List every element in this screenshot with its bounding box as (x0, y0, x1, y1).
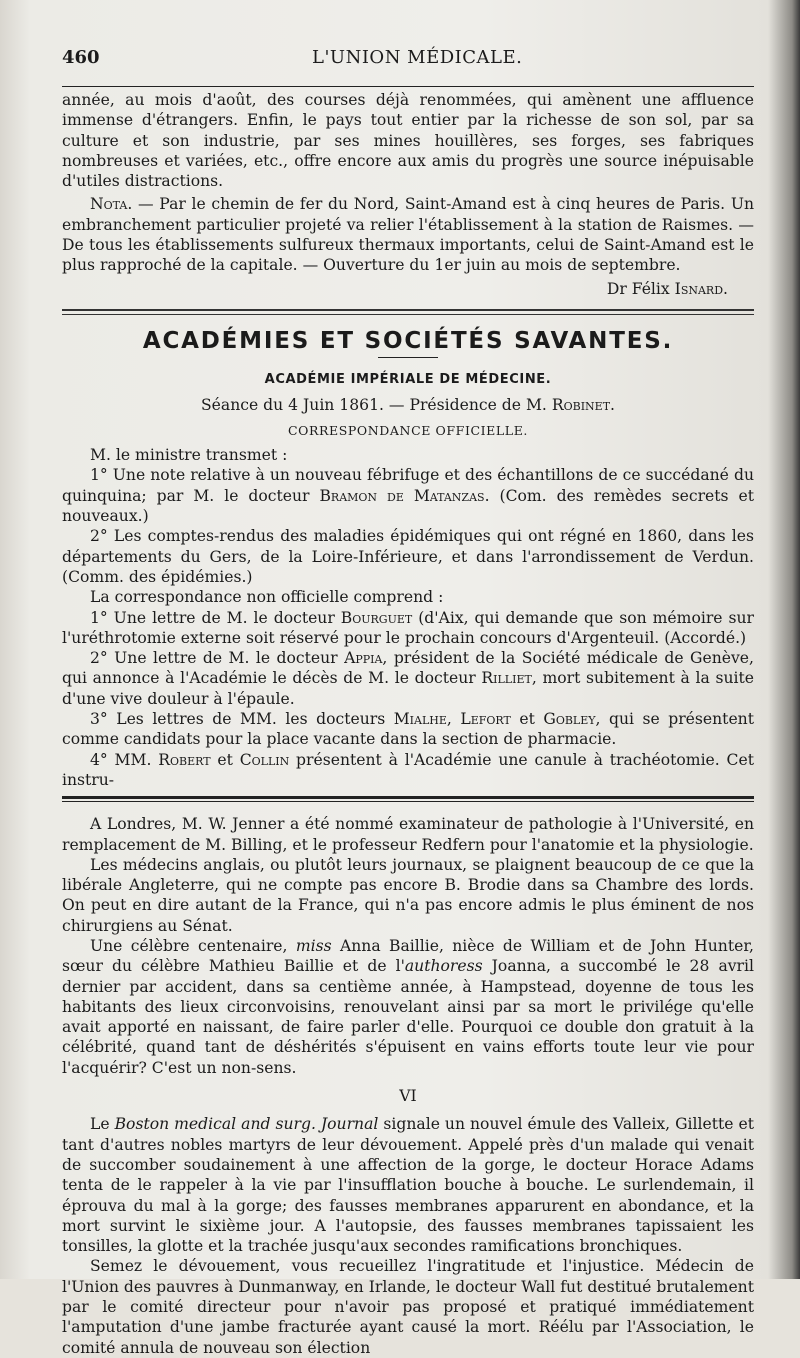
page-header (62, 0, 754, 86)
correspondance-heading: CORRESPONDANCE OFFICIELLE. (287, 422, 529, 438)
feuilleton-paragraph-1: A Londres, M. W. Jenner a été nommé examinateur de pathologie à l'Université, en remplacement de M. Billing, et le professeur Redfern pour l'anatomie et la physiologie. (62, 815, 754, 854)
u4-name-2: Collin (239, 750, 290, 769)
unofficial-item-2 (62, 648, 754, 709)
top-paragraph: année, au mois d'août, des courses déjà renommées, qui amènent une affluence immense d'étrangers. Enfin, le pays tout entier par la richesse de son sol, par sa culture et son industrie, par ses mines houillères, ses forges, ses fabriques nombreuses et variées, etc., offre encore aux amis du progrès une source inépuisable d'utiles distractions. (62, 91, 754, 191)
signature-prefix: Dr Félix (606, 279, 675, 298)
u3-sep-1: , (446, 710, 461, 729)
f3-a: Une célèbre centenaire, (90, 936, 296, 955)
u3-name-2: Lefort (460, 710, 511, 729)
feuilleton-paragraph-4 (62, 1114, 754, 1256)
u3-name-3: Gobley (543, 710, 596, 729)
roman-numeral: VI (399, 1087, 417, 1106)
header-rule (62, 86, 754, 87)
official-item-2: 2° Les comptes-rendus des maladies épidémiques qui ont régné en 1860, dans les départements du Gers, de la Loire-Inférieure, et dans l'arrondissement de Verdun. (Comm. des épidémies.) (62, 527, 754, 586)
u4-name-1: Robert (158, 750, 211, 769)
f3-b: Anna Baillie, nièce de William et de John Hunter, sœur du célèbre Mathieu Baillie et de (62, 936, 755, 976)
signature-name: Isnard. (674, 279, 728, 298)
u3-a: 3° Les lettres de MM. les docteurs (90, 710, 394, 729)
signature (62, 279, 754, 299)
president-name: Robinet. (551, 395, 615, 414)
official-intro: M. le ministre transmet : (90, 446, 288, 465)
unofficial-item-3 (62, 709, 754, 750)
u2-name-2: Rilliet (481, 669, 532, 688)
u4-a: 4° MM. (90, 750, 159, 769)
section-title: ACADÉMIES ET SOCIÉTÉS SAVANTES. (142, 327, 674, 354)
nota-label: Nota. (90, 195, 133, 214)
official-item-1-name: Bramon de Matanzas (319, 486, 485, 505)
u3-name-1: Mialhe (393, 710, 447, 729)
official-item-1-a: 1° Une note relative à un nouveau fébrifuge et des échantillons de ce succédané du quinquina; par M. le docteur (62, 466, 754, 505)
official-item-1-b: . (Com. des remèdes secrets et nouveaux.) (62, 486, 755, 526)
f4-journal: Boston medical and surg. Journal (114, 1115, 379, 1134)
f3-c: Joanna, a succombé le 28 avril dernier par accident, dans sa centième année, à Hampstead, doyenne de tous les habitants des lieux circonvoisins, renouvelant ainsi par sa mort le privilége qu'elle avait apporté en naissant, de faire parler d'elle. Pourquoi ce double don gratuit à la célébrité, quand tant de déshérités s'épuisent en vains efforts toute leur vie pour l'acquérir? C'est un non-sens. (62, 957, 754, 1077)
u2-a: 2° Une lettre de M. le docteur (90, 649, 345, 668)
unofficial-item-4 (62, 750, 754, 791)
u4-sep: et (210, 750, 240, 769)
f4-a: Le (90, 1115, 115, 1134)
u3-sep-2: et (510, 710, 544, 729)
official-item-1 (62, 465, 754, 526)
unofficial-item-1 (62, 608, 754, 649)
unofficial-intro: La correspondance non officielle comprend : (90, 588, 444, 607)
feuilleton-rule-heavy (62, 796, 754, 799)
u3-b: , qui se présentent comme candidats pour la place vacante dans la section de pharmacie. (62, 710, 754, 749)
f4-b: signale un nouvel émule des Valleix, Gillette et tant d'autres nobles martyrs de leur dévouement. Appelé près d'un malade qui venait de succomber soudainement à une affection de la gorge, le docteur Horace Adams tenta de le rappeler à la vie par l'insufflation bouche à bouche. Le surlendemain, il éprouva du mal à la gorge; des fausses membranes apparurent en abondance, et la mort survint le sixième jour. A l'autopsie, des fausses membranes tapissaient les tonsilles, la glotte et la trachée jusqu'aux secondes ramifications bronchiques. (62, 1115, 754, 1256)
page-number: 460 (62, 47, 100, 68)
nota-paragraph (62, 194, 754, 275)
academy-heading: ACADÉMIE IMPÉRIALE DE MÉDECINE. (264, 372, 552, 388)
feuilleton-paragraph-3 (62, 936, 754, 1078)
seance-line (62, 395, 754, 415)
u2-b: , président de la Société médicale de Genève, qui annonce à l'Académie le décès de M. le docteur (62, 649, 754, 688)
f3-l: l' (395, 957, 405, 976)
seance-text: Séance du 4 Juin 1861. — Présidence de M. (201, 395, 552, 414)
feuilleton-rule-thin (62, 801, 754, 802)
u1-name: Bourguet (340, 608, 413, 627)
u4-b: présentent à l'Académie une canule à trachéotomie. Cet instru- (62, 750, 754, 789)
f3-miss: miss (295, 936, 332, 955)
nota-text: — Par le chemin de fer du Nord, Saint-Amand est à cinq heures de Paris. Un embranchement particulier projeté va relier l'établissement à la station de Raismes. — De tous les établissements sulfureux thermaux importants, celui de Saint-Amand est le plus rapproché de la capitale. — Ouverture du 1er juin au mois de septembre. (62, 195, 754, 275)
title-underline (378, 357, 438, 358)
section-separator (62, 309, 754, 315)
u2-name-1: Appia (344, 649, 383, 668)
running-title: L'UNION MÉDICALE. (312, 47, 523, 68)
feuilleton-paragraph-5: Semez le dévouement, vous recueillez l'ingratitude et l'injustice. Médecin de l'Union des pauvres à Dunmanway, en Irlande, le docteur Wall fut destitué brutalement par le comité directeur pour n'avoir pas proposé et pratiqué immédiatement l'amputation d'une jambe fracturée ayant causé la mort. Réélu par l'Association, le comité annula de nouveau son élection (62, 1257, 754, 1357)
feuilleton-paragraph-2: Les médecins anglais, ou plutôt leurs journaux, se plaignent beaucoup de ce que la libérale Angleterre, qui ne compte pas encore B. Brodie dans sa Chambre des lords. On peut en dire autant de la France, qui n'a pas encore admis le plus éminent de nos chirurgiens au Sénat. (62, 855, 754, 935)
u1-b: (d'Aix, qui demande que son mémoire sur l'uréthrotomie externe soit réservé pour le prochain concours d'Argenteuil. (Accordé.) (62, 608, 754, 647)
u2-c: , mort subitement à la suite d'une vive douleur à l'épaule. (62, 669, 754, 708)
u1-a: 1° Une lettre de M. le docteur (90, 608, 341, 627)
f3-authoress: authoress (404, 957, 483, 976)
